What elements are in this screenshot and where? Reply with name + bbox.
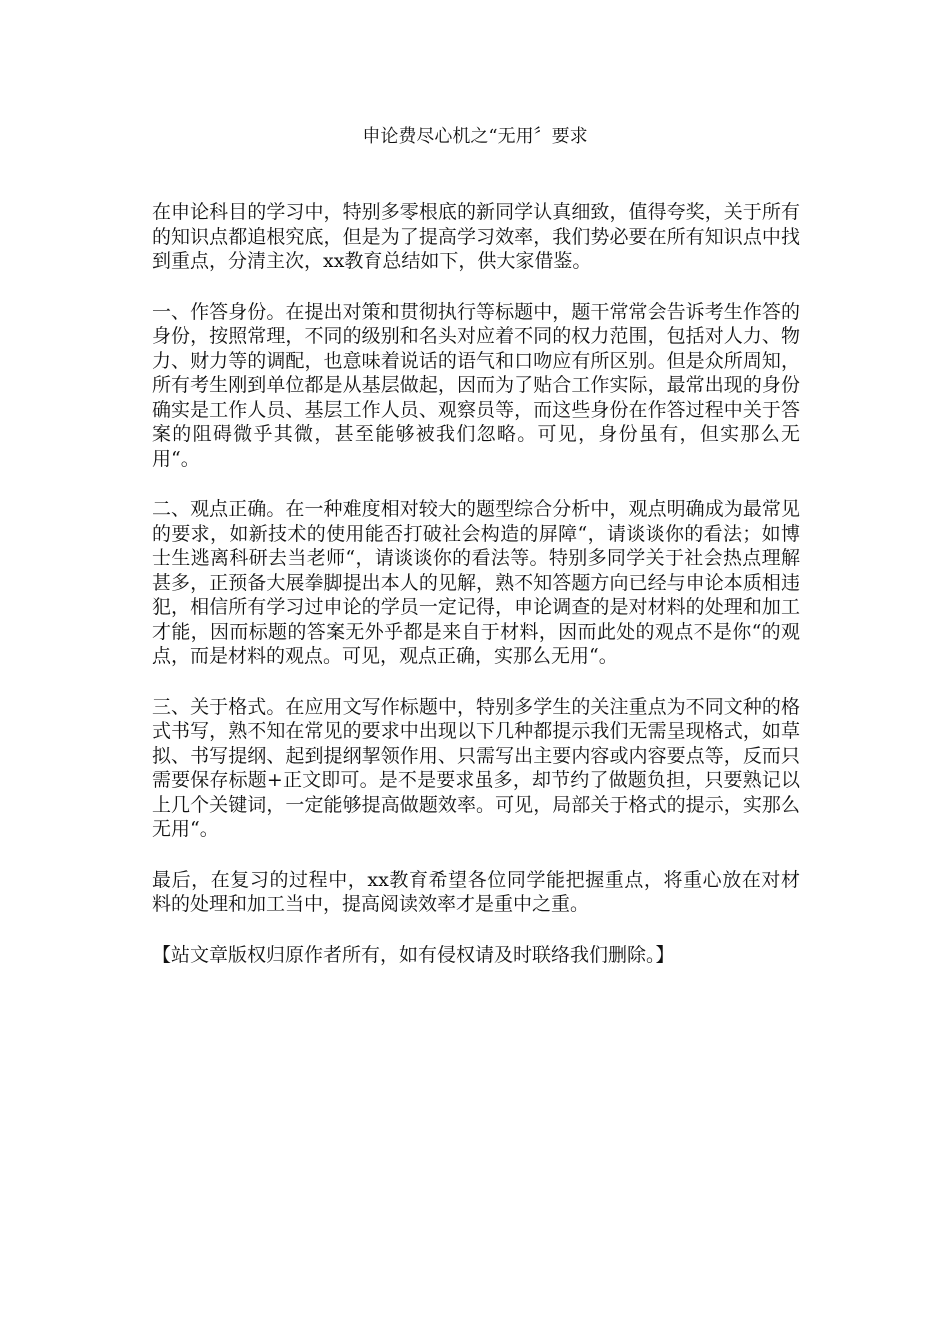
section-two-paragraph: 二、观点正确。在一种难度相对较大的题型综合分析中，观点明确成为最常见的要求，如新技术的使用能否打破社会构造的屏障“，请谈谈你的看法；如博士生逃离科研去当老师“，请谈谈你的看法等。特别多同学关于社会热点理解甚多，正预备大展拳脚提出本人的见解，熟不知答题方向已经与申论本质相违犯，相信所有学习过申论的学员一定记得，申论调查的是对材料的处理和加工才能，因而标题的答案无外乎都是来自于材料，因而此处的观点不是你“的观点，而是材料的观点。可见，观点正确，实那么无用“。	[152, 498, 800, 667]
document-body	[152, 200, 800, 967]
section-three-paragraph: 三、关于格式。在应用文写作标题中，特别多学生的关注重点为不同文种的格式书写，熟不知在常见的要求中出现以下几种都提示我们无需呈现格式，如草拟、书写提纲、起到提纲挈领作用、只需写出主要内容或内容要点等，反而只需要保存标题+正文即可。是不是要求虽多，却节约了做题负担，只要熟记以上几个关键词，一定能够提高做题效率。可见，局部关于格式的提示，实那么无用“。	[152, 695, 800, 840]
section-one-paragraph: 一、作答身份。在提出对策和贯彻执行等标题中，题干常常会告诉考生作答的身份，按照常理，不同的级别和名头对应着不同的权力范围，包括对人力、物力、财力等的调配，也意味着说话的语气和口吻应有所区别。但是众所周知，所有考生刚到单位都是从基层做起，因而为了贴合工作实际，最常出现的身份确实是工作人员、基层工作人员、观察员等，而这些身份在作答过程中关于答案的阻碍微乎其微，甚至能够被我们忽略。可见，身份虽有，但实那么无用“。	[152, 300, 800, 470]
copyright-notice: 【站文章版权归原作者所有，如有侵权请及时联络我们删除。】	[152, 943, 675, 966]
intro-paragraph: 在申论科目的学习中，特别多零根底的新同学认真细致，值得夸奖，关于所有的知识点都追根究底，但是为了提高学习效率，我们势必要在所有知识点中找到重点，分清主次，xx教育总结如下，供大家借鉴。	[152, 201, 800, 272]
conclusion-paragraph: 最后，在复习的过程中，xx教育希望各位同学能把握重点，将重心放在对材料的处理和加工当中，提高阅读效率才是重中之重。	[152, 868, 800, 915]
document-title: 申论费尽心机之“无用〞要求	[362, 126, 588, 147]
